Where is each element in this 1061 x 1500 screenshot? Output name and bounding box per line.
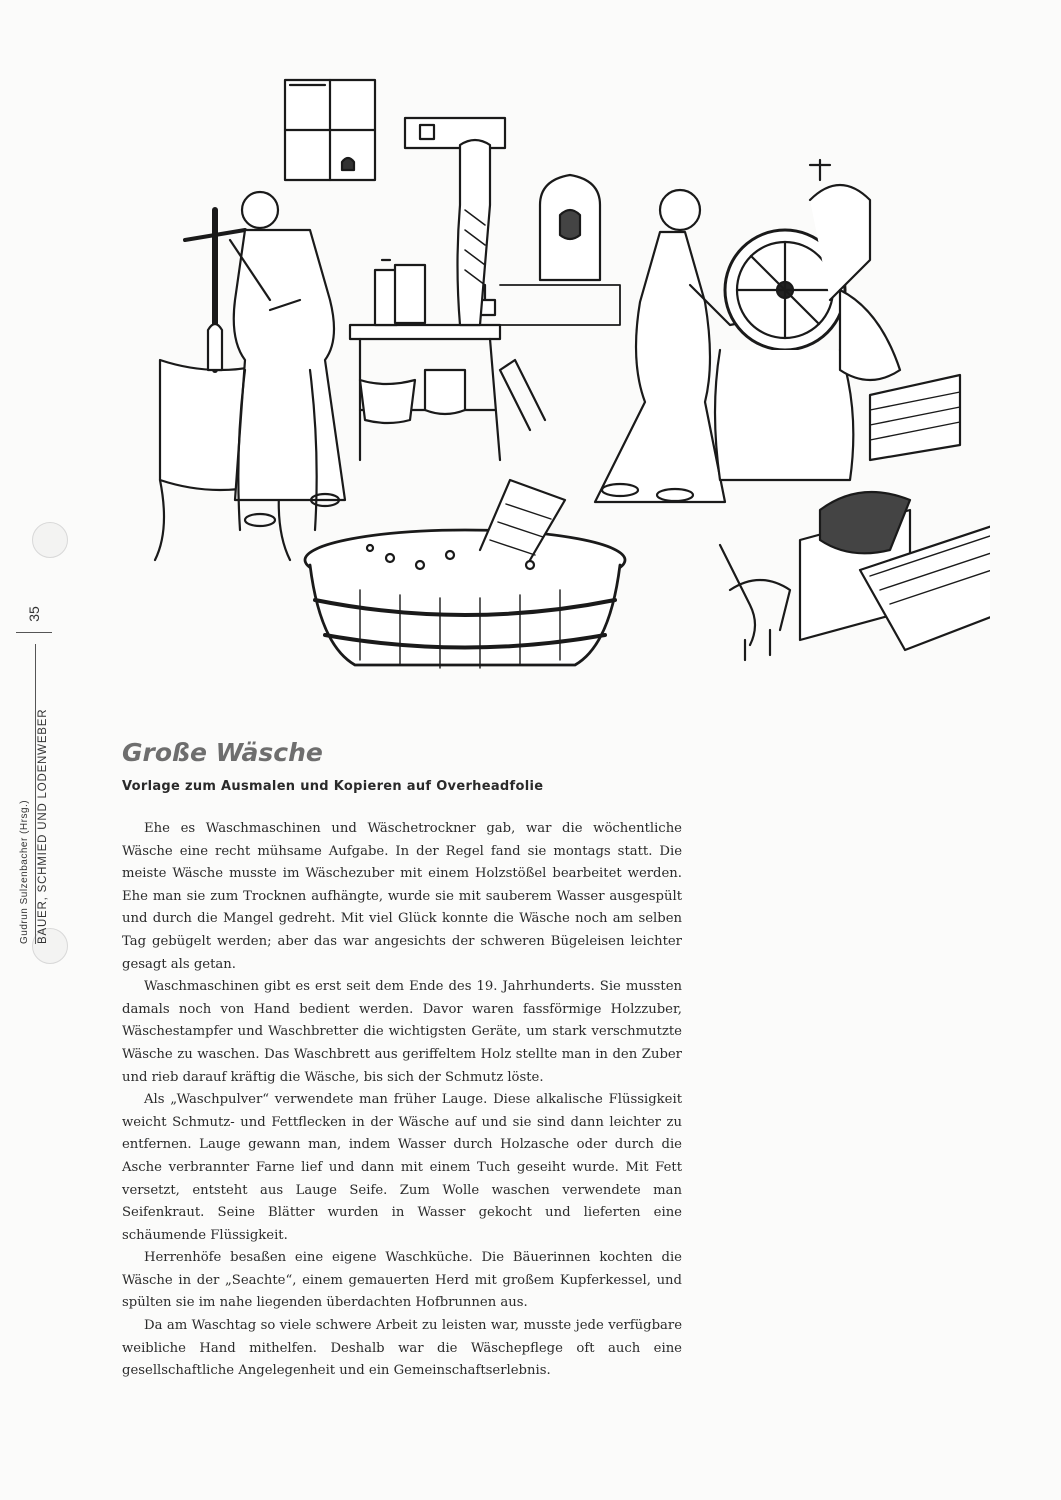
- side-label-editor: Gudrun Sulzenbacher (Hrsg.): [19, 799, 30, 944]
- side-label: [16, 596, 52, 948]
- wooden-washtub-drawing: [305, 480, 625, 668]
- page-title: Große Wäsche: [122, 738, 323, 767]
- dog-drawing: [720, 545, 790, 660]
- punch-hole-top: [32, 522, 68, 558]
- side-label-book-title: BAUER, SCHMIED UND LODENWEBER: [35, 644, 49, 944]
- laundry-basket-drawing: [870, 375, 960, 460]
- paragraph: Herrenhöfe besaßen eine eigene Waschküche. Die Bäuerinnen kochten die Wäsche in der „Seachte“, einem gemauerten Herd mit großem Kupferkessel, und spülten sie im nahe liegenden überdachten Hofbrunnen aus.: [122, 1250, 682, 1311]
- table-drawing: [350, 260, 545, 460]
- page-number: 35: [16, 596, 52, 633]
- paragraph: Ehe es Waschmaschinen und Wäschetrockner gab, war die wöchentliche Wäsche eine recht mühsame Aufgabe. In der Regel fand sie montags statt. Die meiste Wäsche musste im Wäschezuber mit einem Holzstößel bearbeitet werden. Ehe man sie zum Trocknen aufhängte, wurde sie mit sauberem Wasser ausgespült und durch die Mangel gedreht. Mit viel Glück konnte die Wäsche noch am selben Tag gebügelt werden; aber das war angesichts der schweren Bügeleisen leichter gesagt als getan.: [122, 821, 682, 972]
- window-drawing: [285, 80, 375, 180]
- wall-shelf-drawing: [405, 118, 505, 148]
- washboard-wall-drawing: [540, 175, 600, 280]
- washday-illustration: [120, 70, 990, 690]
- page-subtitle: Vorlage zum Ausmalen und Kopieren auf Overheadfolie: [122, 779, 544, 794]
- paragraph: Als „Waschpulver“ verwendete man früher Lauge. Diese alkalische Flüssigkeit weicht Schmutz- und Fettflecken in der Wäsche auf und sie sind dann leichter zu entfernen. Lauge gewann man, indem Wasser durch Holzasche oder durch die Asche verbrannter Farne lief und dann mit einem Tuch geseiht wurde. Mit Fett versetzt, entsteht aus Lauge Seife. Zum Wolle waschen verwendete man Seifenkraut. Seine Blätter wurden in Wasser gekocht und lieferten eine schäumende Flüssigkeit.: [122, 1092, 682, 1243]
- paragraph: Waschmaschinen gibt es erst seit dem Ende des 19. Jahrhunderts. Sie mussten damals noch von Hand bedient werden. Davor waren fassförmige Holzzuber, Wäschestampfer und Waschbretter die wichtigsten Geräte, um stark verschmutzte Wäsche zu waschen. Das Waschbrett aus geriffeltem Holz stellte man in den Zuber und rieb darauf kräftig die Wäsche, bis sich der Schmutz löste.: [122, 979, 682, 1085]
- woman-stamping-drawing: [230, 192, 345, 530]
- body-text: [122, 818, 682, 1383]
- crate-with-laundry-drawing: [800, 492, 990, 650]
- paragraph: Da am Waschtag so viele schwere Arbeit zu leisten war, musste jede verfügbare weibliche Hand mithelfen. Deshalb war die Wäschepflege oft auch eine gesellschaftliche Angelegenheit und ein Gemeinschaftserlebnis.: [122, 1318, 682, 1379]
